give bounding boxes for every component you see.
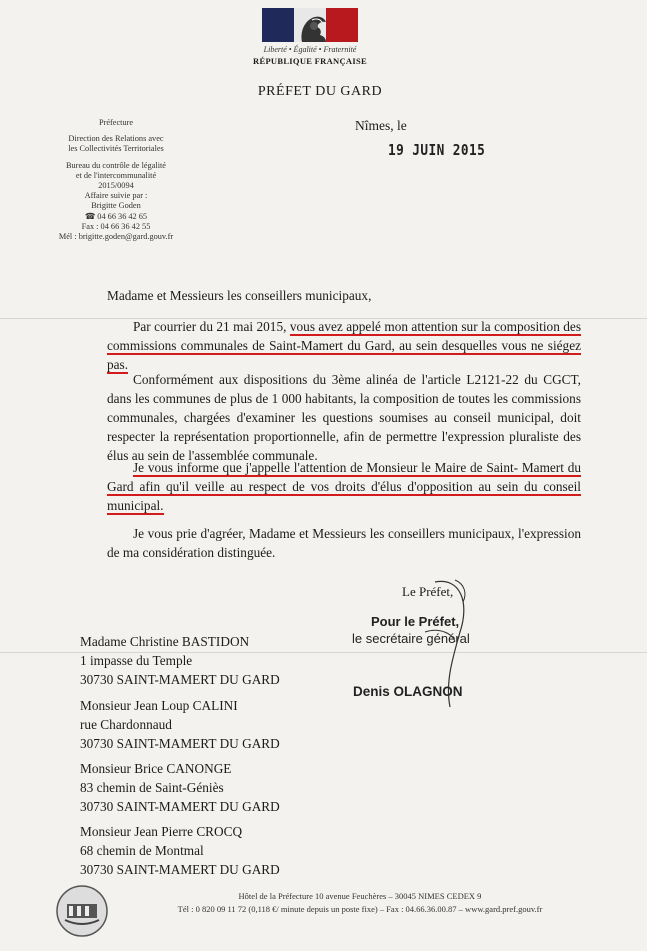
paragraph-2	[107, 370, 581, 465]
recipient-city: 30730 SAINT-MAMERT DU GARD	[80, 862, 280, 877]
paragraph-4-text: Je vous prie d'agréer, Madame et Messieurs les conseillers municipaux, l'expression de ma considération distinguée.	[107, 526, 581, 560]
recipient-street: 1 impasse du Temple	[80, 653, 193, 668]
sender-line: 2015/0094	[98, 181, 134, 191]
recipient-name: Madame Christine BASTIDON	[80, 634, 250, 649]
date-stamp: 19 JUIN 2015	[388, 141, 486, 159]
signature-delegation: Pour le Préfet,	[371, 614, 460, 629]
recipient-street: 68 chemin de Montmal	[80, 843, 204, 858]
paragraph-4	[107, 524, 581, 562]
sender-line: les Collectivités Territoriales	[68, 144, 164, 154]
paragraph-1-highlight: vous avez appelé mon attention sur la composition des commissions communales de Saint-Mamert du Gard, au sein desquelles vous ne siégez pas.	[107, 319, 582, 372]
letter-city: Nîmes, le	[355, 118, 407, 133]
sender-line: Bureau du contrôle de légalité	[66, 160, 166, 170]
sender-line: Brigitte Goden	[91, 201, 141, 211]
recipient-name: Monsieur Jean Loup CALINI	[80, 698, 238, 713]
sender-fax: Fax : 04 66 36 42 55	[81, 221, 151, 231]
republic-motto: Liberté • Égalité • Fraternité	[263, 45, 357, 54]
paragraph-3-highlight: Je vous informe que j'appelle l'attention de Monsieur le Maire de Saint- Mamert du Gard afin qu'il veille au respect de vos droits d'élus d'opposition au sein du conseil municipal.	[107, 460, 581, 513]
signer-name: Denis OLAGNON	[353, 684, 463, 699]
sender-email: Mél : brigitte.goden@gard.gouv.fr	[58, 232, 174, 242]
footer-address: Hôtel de la Préfecture 10 avenue Feuchères – 30045 NIMES CEDEX 9	[238, 891, 482, 901]
sender-line: Affaire suivie par :	[84, 191, 148, 201]
sender-line: et de l'intercommunalité	[75, 170, 157, 180]
salutation: Madame et Messieurs les conseillers municipaux,	[107, 288, 372, 303]
recipient-block	[80, 759, 280, 816]
paragraph-2-text: Conformément aux dispositions du 3ème alinéa de l'article L2121-22 du CGCT, dans les communes de plus de 1 000 habitants, la composition de toutes les commissions communales, chargées d'examiner les questions soumises au conseil municipal, doit respecter la représentation proportionnelle, afin de permettre l'expression pluraliste des élus au sein de l'assemblée communale.	[107, 372, 581, 463]
recipient-name: Monsieur Brice CANONGE	[80, 761, 232, 776]
sender-line: Préfecture	[98, 118, 134, 127]
signature-role: le secrétaire général	[352, 631, 470, 646]
marianne-logo	[262, 8, 358, 42]
paragraph-1	[107, 317, 581, 374]
recipient-city: 30730 SAINT-MAMERT DU GARD	[80, 672, 280, 687]
recipient-city: 30730 SAINT-MAMERT DU GARD	[80, 799, 280, 814]
recipient-street: rue Chardonnaud	[80, 717, 172, 732]
recipient-block	[80, 632, 280, 689]
recipient-name: Monsieur Jean Pierre CROCQ	[80, 824, 243, 839]
signature-title: Le Préfet,	[402, 584, 454, 599]
prefecture-emblem	[55, 884, 109, 943]
sender-line: Direction des Relations avec	[68, 134, 164, 144]
sender-phone: ☎ 04 66 36 42 65	[84, 211, 148, 221]
recipient-city: 30730 SAINT-MAMERT DU GARD	[80, 736, 280, 751]
page-title: PRÉFET DU GARD	[257, 84, 383, 99]
footer-contact: Tél : 0 820 09 11 72 (0,118 €/ minute depuis un poste fixe) – Fax : 04.66.36.00.87 – www.gard.pref.gouv.fr	[177, 904, 543, 914]
republique-francaise: RÉPUBLIQUE FRANÇAISE	[253, 56, 367, 66]
recipient-street: 83 chemin de Saint-Géniès	[80, 780, 224, 795]
paragraph-1-intro: Par courrier du 21 mai 2015,	[133, 319, 290, 334]
handwritten-signature	[405, 572, 485, 717]
paragraph-3	[107, 458, 581, 515]
recipient-block	[80, 696, 280, 753]
recipient-block	[80, 822, 280, 879]
sender-block	[14, 118, 218, 242]
